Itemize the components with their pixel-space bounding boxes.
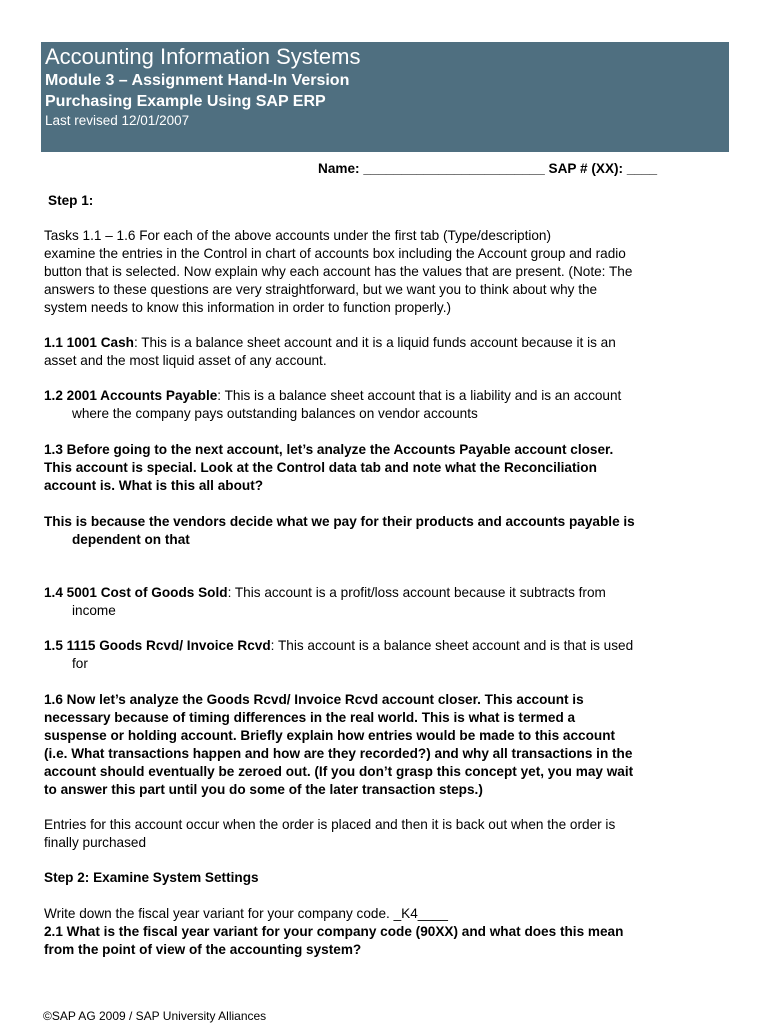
module-title: Module 3 – Assignment Hand-In Version <box>45 72 350 89</box>
question-1-4-label: 1.4 5001 Cost of Goods Sold <box>44 585 228 600</box>
question-1-5-answer-cont: for <box>72 656 88 671</box>
question-1-6-line-6: to answer this part until you do some of the later transaction steps.) <box>44 782 483 797</box>
question-1-4-answer-cont: income <box>72 603 116 618</box>
question-1-6-line-2: necessary because of timing differences in the real world. This is what is termed a <box>44 710 576 725</box>
question-1-5-answer: : This account is a balance sheet account and is that is used <box>270 638 634 653</box>
question-1-2-answer-cont: where the company pays outstanding balances on vendor accounts <box>72 406 478 421</box>
question-2-1-line-1: 2.1 What is the fiscal year variant for your company code (90XX) and what does this mean <box>44 924 624 939</box>
fiscal-year-line: Write down the fiscal year variant for your company code. _K4____ <box>44 906 448 921</box>
question-1-1-answer: : This is a balance sheet account and it is a liquid funds account because it is an <box>133 335 616 350</box>
question-1-2-answer: : This is a balance sheet account that is a liability and is an account <box>217 388 622 403</box>
step1-intro-4: answers to these questions are very straightforward, but we want you to think about why the <box>44 282 598 297</box>
question-1-6-line-4: (i.e. What transactions happen and how are they recorded?) and why all transactions in the <box>44 746 633 761</box>
question-1-4-answer: : This account is a profit/loss account because it subtracts from <box>227 585 606 600</box>
question-2-1-line-2: from the point of view of the accounting system? <box>44 942 362 957</box>
step1-intro-2: examine the entries in the Control in chart of accounts box including the Account group and radio <box>44 246 626 261</box>
name-line: Name: ________________________ SAP # (XX): ____ <box>318 161 658 176</box>
question-1-1-label: 1.1 1001 Cash <box>44 335 134 350</box>
question-1-3-line-1: 1.3 Before going to the next account, let’s analyze the Accounts Payable account closer. <box>44 442 614 457</box>
footer-copyright: ©SAP AG 2009 / SAP University Alliances <box>43 1009 267 1023</box>
question-1-6-line-5: account should eventually be zeroed out. (If you don’t grasp this concept yet, you may wait <box>44 764 634 779</box>
step2-heading: Step 2: Examine System Settings <box>44 870 259 885</box>
step1-heading: Step 1: <box>48 193 94 208</box>
question-1-2 <box>44 387 621 405</box>
question-1-2-label: 1.2 2001 Accounts Payable <box>44 388 218 403</box>
question-1-5-label: 1.5 1115 Goods Rcvd/ Invoice Rcvd <box>44 638 271 653</box>
step1-intro-5: system needs to know this information in order to function properly.) <box>44 300 451 315</box>
question-1-3-line-2: This account is special. Look at the Control data tab and note what the Reconciliation <box>44 460 597 475</box>
question-1-5 <box>44 637 633 655</box>
question-1-4 <box>44 584 606 602</box>
question-1-6-line-3: suspense or holding account. Briefly explain how entries would be made to this account <box>44 728 616 743</box>
step1-intro-3: button that is selected. Now explain why each account has the values that are present. (Note: The <box>44 264 633 279</box>
question-1-6-line-1: 1.6 Now let’s analyze the Goods Rcvd/ Invoice Rcvd account closer. This account is <box>44 692 584 707</box>
revision-date: Last revised 12/01/2007 <box>45 113 190 128</box>
document-subtitle: Purchasing Example Using SAP ERP <box>45 93 326 110</box>
step1-intro-1: Tasks 1.1 – 1.6 For each of the above accounts under the first tab (Type/description) <box>44 228 552 243</box>
answer-1-6-line-2: finally purchased <box>44 835 147 850</box>
question-1-1 <box>44 334 616 352</box>
question-1-3-line-3: account is. What is this all about? <box>44 478 264 493</box>
document-title: Accounting Information Systems <box>45 44 361 69</box>
answer-1-6-line-1: Entries for this account occur when the order is placed and then it is back out when the order is <box>44 817 616 832</box>
answer-1-3-line-1: This is because the vendors decide what we pay for their products and accounts payable is <box>44 514 635 529</box>
answer-1-3-line-2: dependent on that <box>72 532 190 547</box>
question-1-1-answer-cont: asset and the most liquid asset of any account. <box>44 353 327 368</box>
document-header <box>41 42 729 152</box>
